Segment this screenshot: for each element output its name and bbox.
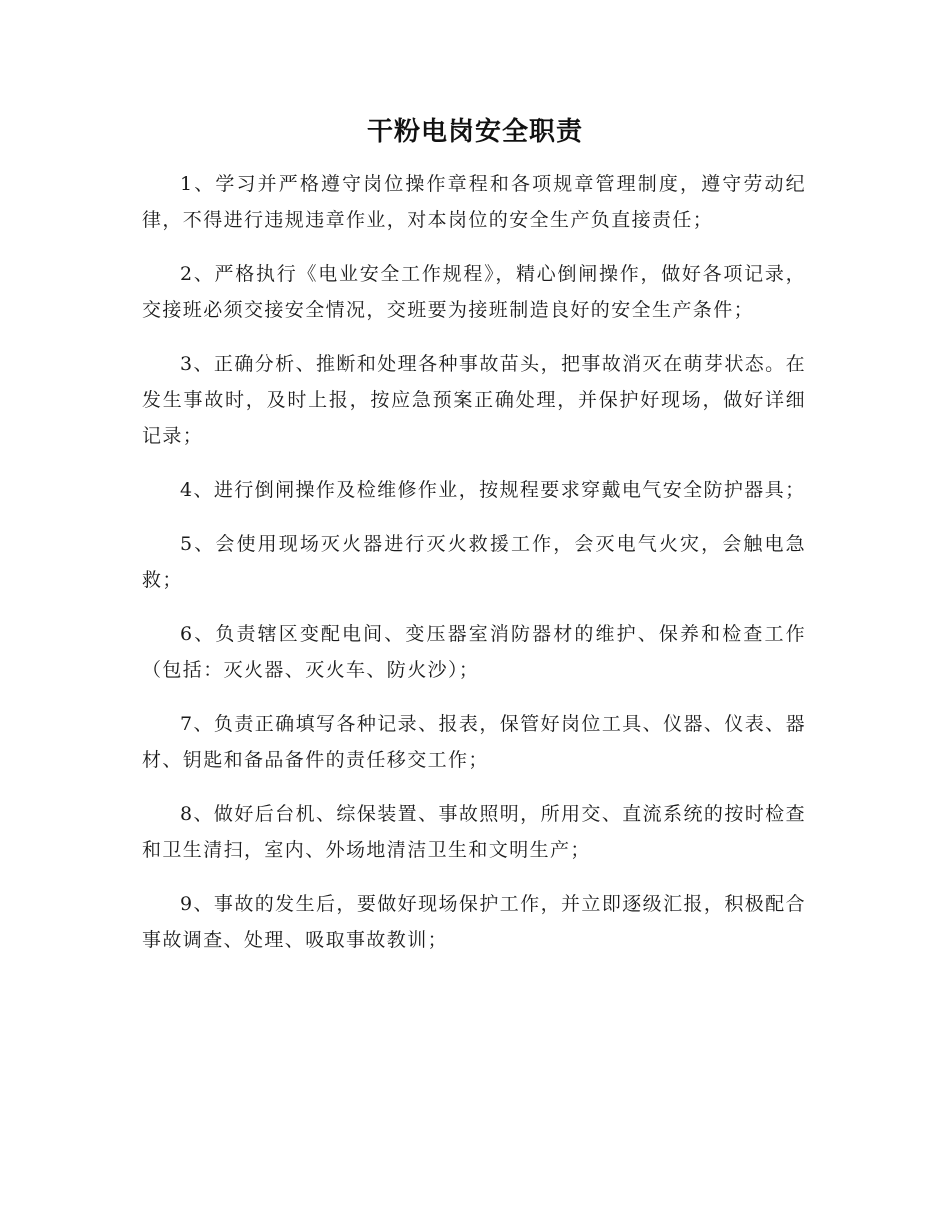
paragraph-4: 4、进行倒闸操作及检维修作业，按规程要求穿戴电气安全防护器具；	[180, 479, 806, 501]
paragraph-9: 9、事故的发生后，要做好现场保护工作，并立即逐级汇报，积极配合事故调查、处理、吸取事故教训；	[142, 893, 806, 951]
paragraph-8: 8、做好后台机、综保装置、事故照明，所用交、直流系统的按时检查和卫生清扫，室内、外场地清洁卫生和文明生产；	[142, 803, 806, 861]
paragraph-2: 2、严格执行《电业安全工作规程》，精心倒闸操作，做好各项记录，交接班必须交接安全情况，交班要为接班制造良好的安全生产条件；	[142, 263, 806, 321]
document-body	[142, 166, 806, 976]
document-title: 干粉电岗安全职责	[366, 117, 583, 147]
paragraph-5: 5、会使用现场灭火器进行灭火救援工作，会灭电气火灾，会触电急救；	[142, 533, 806, 591]
paragraph-6: 6、负责辖区变配电间、变压器室消防器材的维护、保养和检查工作（包括：灭火器、灭火车、防火沙）；	[142, 623, 806, 681]
paragraph-7: 7、负责正确填写各种记录、报表，保管好岗位工具、仪器、仪表、器材、钥匙和备品备件的责任移交工作；	[142, 713, 806, 771]
paragraph-3: 3、正确分析、推断和处理各种事故苗头，把事故消灭在萌芽状态。在发生事故时，及时上报，按应急预案正确处理，并保护好现场，做好详细记录；	[142, 353, 806, 447]
paragraph-1: 1、学习并严格遵守岗位操作章程和各项规章管理制度，遵守劳动纪律，不得进行违规违章作业，对本岗位的安全生产负直接责任；	[142, 173, 806, 231]
